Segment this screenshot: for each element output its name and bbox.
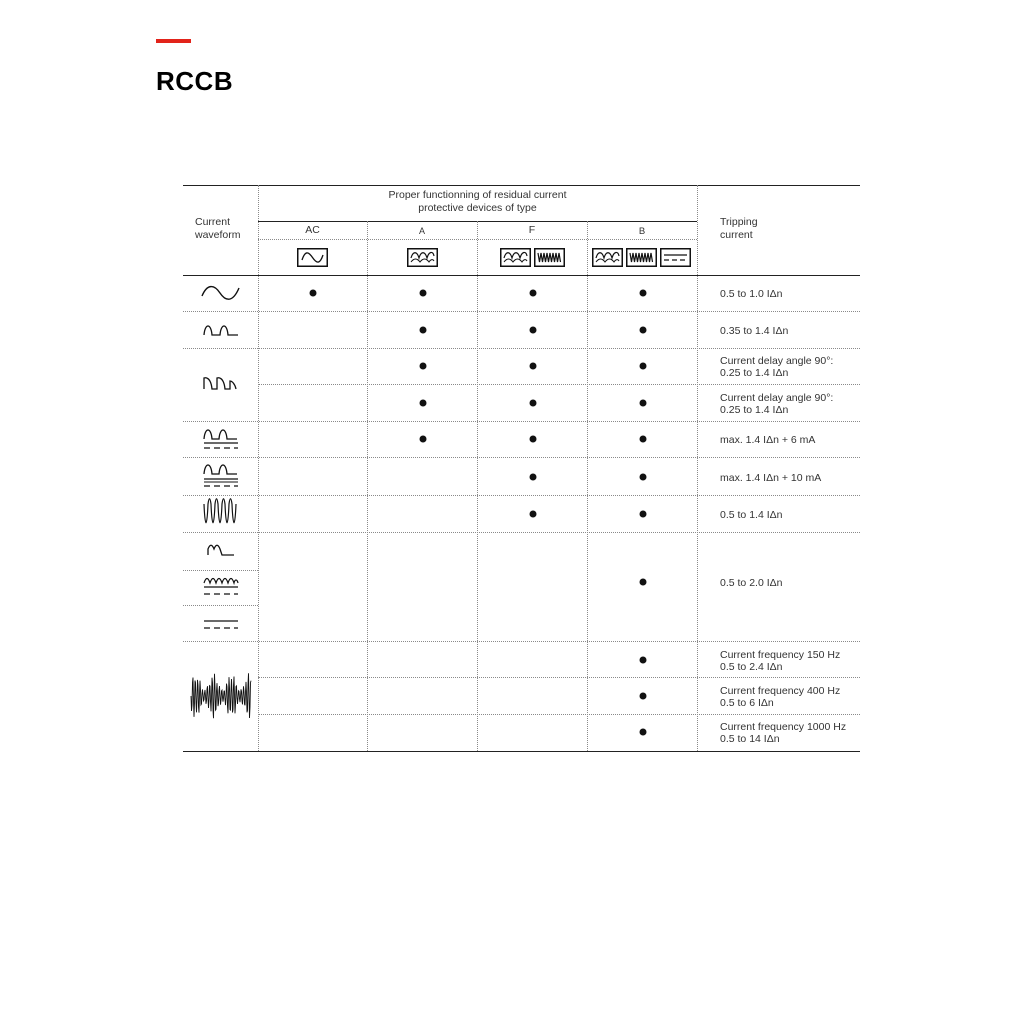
pulsating-icon [407,248,438,267]
proper-functioning-line: protective devices of type [418,202,537,214]
tripping-line: 0.25 to 1.4 IΔn [720,404,789,416]
row-divider [183,457,860,458]
tripping-line: 0.5 to 2.4 IΔn [720,661,783,673]
accent-bar [156,39,191,43]
support-dot [420,400,427,407]
support-dot [640,657,647,664]
dc-waveform-icon [203,617,239,631]
proper-functioning-line: Proper functionning of residual current [388,189,567,201]
high-frequency-waveform-icon [203,499,239,529]
pulsating-icon [500,248,531,267]
support-dot [640,290,647,297]
waveform-header-line: waveform [195,229,241,241]
support-dot [640,436,647,443]
tripping-line: Current delay angle 90°: [720,354,834,367]
type-ac-label: AC [305,224,320,236]
tripping-current-cell [720,721,846,746]
dc-icon [660,248,691,267]
support-dot [530,474,537,481]
tripping-header-line: Tripping [720,216,758,228]
tripping-line: 0.35 to 1.4 IΔn [720,324,789,337]
waveform-header-line: Current [195,216,231,228]
tripping-current-cell [720,649,840,674]
tripping-current-cell [720,509,782,522]
row-divider [183,495,860,496]
tripping-line: max. 1.4 IΔn + 6 mA [720,433,816,446]
row-divider [258,384,860,385]
proper-functioning-header [258,189,697,215]
rectified-multiphase-waveform-icon [207,543,235,557]
support-dot [420,327,427,334]
half-wave-waveform-icon [203,321,239,337]
page-title: RCCB [156,66,234,96]
support-dot [420,436,427,443]
support-dot [310,290,317,297]
tripping-current-cell [720,288,782,301]
tripping-header [720,216,758,242]
table-bottom-rule [183,751,860,752]
tripping-line: 0.25 to 1.4 IΔn [720,367,789,379]
high-frequency-icon [626,248,657,267]
tripping-current-cell [720,392,833,417]
support-dot [530,436,537,443]
sine-waveform-icon [201,282,241,304]
row-divider [258,677,860,678]
tripping-line: Current frequency 1000 Hz [720,720,847,733]
support-dot [640,327,647,334]
support-dot [640,400,647,407]
tripping-current-cell [720,577,782,590]
support-dot [640,729,647,736]
tripping-current-cell [720,355,833,380]
tripping-current-cell [720,434,815,447]
column-divider [367,221,368,751]
tripping-line: Current frequency 150 Hz [720,648,841,661]
support-dot [640,474,647,481]
tripping-line: 0.5 to 14 IΔn [720,733,780,745]
phase-cut-waveform-icon [203,375,239,391]
half-wave-smooth-dc-waveform-icon [203,462,239,488]
row-divider [183,421,860,422]
tripping-line: 0.5 to 6 IΔn [720,697,774,709]
tripping-header-line: current [720,229,753,241]
tripping-line: 0.5 to 1.4 IΔn [720,508,783,521]
type-f-label: F [528,224,536,236]
support-dot [640,579,647,586]
mixed-frequency-trace [191,673,251,718]
support-dot [640,363,647,370]
row-divider [183,532,860,533]
support-dot [420,363,427,370]
tripping-current-cell [720,685,840,710]
row-divider [183,641,860,642]
support-dot [640,693,647,700]
row-divider [183,311,860,312]
column-divider [587,221,588,751]
support-dot [530,400,537,407]
tripping-current-cell [720,325,788,338]
support-dot [530,511,537,518]
tripping-line: Current delay angle 90°: [720,391,834,404]
support-dot [530,327,537,334]
sine-icon [297,248,328,267]
mixed-frequency-waveform-icon [191,667,251,725]
waveform-header [195,216,241,242]
tripping-line: 0.5 to 2.0 IΔn [720,576,783,589]
smooth-dc-ripple-waveform-icon [203,575,239,599]
row-divider [183,605,258,606]
pulsating-icon [592,248,623,267]
high-frequency-icon [534,248,565,267]
table-top-rule [183,185,860,186]
rccb-table [183,185,860,752]
support-dot [530,290,537,297]
column-divider [697,185,698,751]
row-divider [183,348,860,349]
tripping-line: max. 1.4 IΔn + 10 mA [720,471,822,484]
type-b-label: B [638,226,646,237]
row-divider [258,714,860,715]
half-wave-dc-waveform-icon [203,427,239,451]
tripping-line: 0.5 to 1.0 IΔn [720,287,783,300]
tripping-current-cell [720,472,821,485]
column-divider [258,185,259,751]
type-a-label: A [418,226,425,236]
support-dot [530,363,537,370]
tripping-line: Current frequency 400 Hz [720,684,841,697]
support-dot [420,290,427,297]
column-divider [477,221,478,751]
header-bottom-rule [183,275,860,276]
row-divider [183,570,258,571]
support-dot [640,511,647,518]
